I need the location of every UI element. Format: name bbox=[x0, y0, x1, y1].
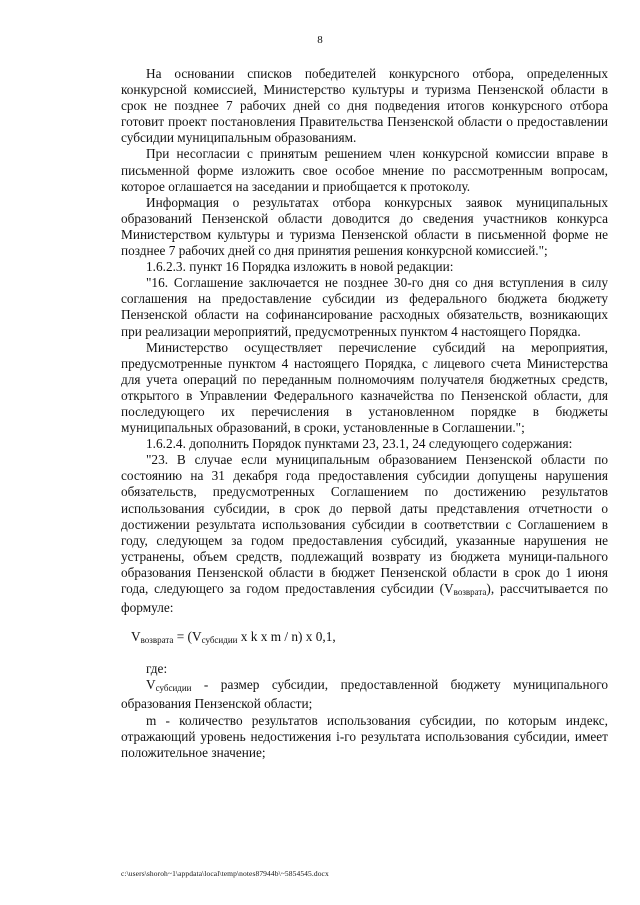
formula bbox=[121, 629, 608, 648]
subscript: возврата bbox=[140, 635, 174, 646]
formula-symbol: V bbox=[131, 629, 141, 645]
paragraph: 1.6.2.4. дополнить Порядок пунктами 23, 23.1, 24 следующего содержания: bbox=[146, 436, 573, 452]
paragraph: Информация о результатах отбора конкурсных заявок муниципальных образований Пензенской области доводится до сведения участников конкурса Министерством культуры и туризма Пензенской области в письменной форме не позднее 7 рабочих дней со дня принятия решения конкурсной комиссией."; bbox=[121, 194, 608, 259]
paragraph: При несогласии с принятым решением член конкурсной комиссии вправе в письменной форме изложить свое особое мнение по рассмотренным вопросам, которое оглашается на заседании и приобщается к протоколу. bbox=[121, 146, 608, 194]
subscript: субсидии bbox=[201, 635, 238, 646]
body-text bbox=[121, 66, 608, 761]
paragraph: Министерство осуществляет перечисление субсидий на мероприятия, предусмотренные пунктом 4 настоящего Порядка, с лицевого счета Министерства для учета операций по переданным полномочиям получателя бюджетных средств, открытого в Управлении Федерального казначейства по Пензенской области, для последующего их перечисления в установленном порядке в бюджеты муниципальных образований, в сроки, установленные в Соглашении."; bbox=[121, 339, 608, 436]
paragraph: На основании списков победителей конкурсного отбора, определенных конкурсной комиссией, Министерство культуры и туризма Пензенской области в срок не позднее 7 рабочих дней со дня подведения итогов конкурсного отбора готовит проект постановления Правительства Пензенской области о предоставлении субсидии муниципальным образованиям. bbox=[121, 66, 608, 146]
page-number: 8 bbox=[317, 34, 323, 46]
subscript: субсидии bbox=[155, 683, 192, 694]
paragraph-23 bbox=[121, 452, 608, 616]
paragraph-23-tail: ), рассчитывается по формуле: bbox=[121, 581, 608, 616]
definition-text: - размер субсидии, предоставленной бюджету муниципального образования Пензенской области; bbox=[121, 677, 608, 712]
paragraph: 1.6.2.3. пункт 16 Порядка изложить в новой редакции: bbox=[146, 259, 454, 275]
where-label: где: bbox=[146, 661, 168, 677]
paragraph: "16. Соглашение заключается не позднее 30-го дня со дня вступления в силу соглашения на предоставление субсидии из федерального бюджета бюджету Пензенской области на софинансирование расходных обязательств, возникающих при реализации мероприятий, предусмотренных пунктом 4 настоящего Порядка. bbox=[121, 275, 608, 339]
formula-part: x k x m / n) x 0,1, bbox=[237, 629, 336, 645]
subscript: возврата bbox=[453, 587, 487, 597]
formula-part: = (V bbox=[173, 629, 202, 645]
definition-symbol: V bbox=[146, 677, 156, 693]
footer-file-path: c:\users\shoroh~1\appdata\local\temp\notes87944b\~5854545.docx bbox=[121, 869, 329, 878]
definition bbox=[121, 677, 608, 712]
paragraph-23-text: "23. В случае если муниципальным образованием Пензенской области по состоянию на 31 декабря года предоставления субсидии допущены нарушения обязательств, предусмотренных Соглашением по достижению результатов использования субсидии, в срок до первой даты представления отчетности о достижении результата использования субсидии в соответствии с Соглашением в году, следующем за годом предоставления субсидий, указанные нарушения не устранены, объем средств, подлежащий возврату из бюджета муници-пального образования Пензенской области в бюджет Пензенской области в срок до 1 июня года, следующего за годом предоставления субсидии (V bbox=[121, 452, 608, 596]
definition: m - количество результатов использования субсидии, по которым индекс, отражающий уровень недостижения i-го результата использования субсидии, имеет положительное значение; bbox=[121, 712, 608, 760]
